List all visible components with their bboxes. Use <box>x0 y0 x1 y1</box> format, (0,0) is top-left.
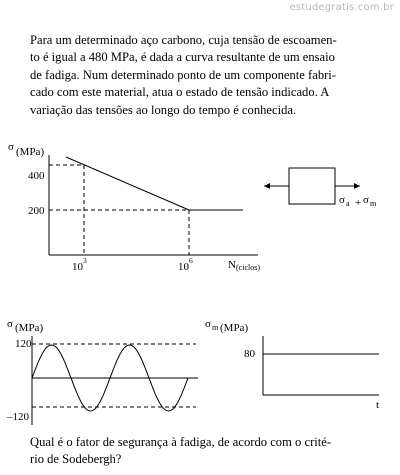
closing-line: Qual é o fator de segurança à fadiga, de acordo com o crité- <box>30 435 332 449</box>
alt-ytick-neg120: –120 <box>7 411 29 423</box>
sn-ytick-400: 400 <box>28 170 45 182</box>
closing-line: rio de Sodebergh? <box>30 452 122 467</box>
question-line: to é igual a 480 MPa, é dada a curva resultante de um ensaio <box>30 50 335 65</box>
question-line: cado com este material, atua o estado de tensão indicado. A <box>30 85 330 100</box>
sigma-m-symbol: σ <box>363 194 369 206</box>
question-line: variação das tensões ao longo do tempo é conhecida. <box>30 102 297 117</box>
sn-x-symbol: N <box>228 259 236 271</box>
mean-y-symbol: σ <box>205 318 211 330</box>
plus-sign: + <box>355 197 362 209</box>
mean-y-unit: (MPa) <box>220 322 249 334</box>
question-line: Para um determinado aço carbono, cuja tensão de escoamen- <box>30 33 337 47</box>
mean-x-label: t <box>376 399 380 411</box>
sn-xtick-1e6-exp: 6 <box>189 256 193 265</box>
sn-xtick-1e3-base: 10 <box>72 261 83 273</box>
mean-ytick-80: 80 <box>244 348 255 360</box>
sn-x-unit: (ciclos) <box>236 263 260 272</box>
sigma-a-symbol: σ <box>339 194 345 206</box>
question-line: de fadiga. Num determinado ponto de um componente fabri- <box>30 67 337 82</box>
sn-y-symbol: σ <box>8 141 14 153</box>
closing-question <box>30 434 394 469</box>
sigma-m-sub: m <box>370 199 377 208</box>
sn-xtick-1e3-exp: 3 <box>83 256 87 265</box>
watermark: estudegratis.com.br <box>289 2 394 13</box>
alt-y-unit: (MPa) <box>15 322 44 334</box>
sn-y-unit: (MPa) <box>16 146 45 158</box>
alt-y-symbol: σ <box>7 318 13 330</box>
sn-ytick-200: 200 <box>28 205 45 217</box>
mean-y-sub: m <box>212 323 219 332</box>
sn-xtick-1e6-base: 10 <box>178 261 189 273</box>
alt-ytick-120: 120 <box>15 338 32 350</box>
sigma-a-sub: a <box>346 199 350 208</box>
